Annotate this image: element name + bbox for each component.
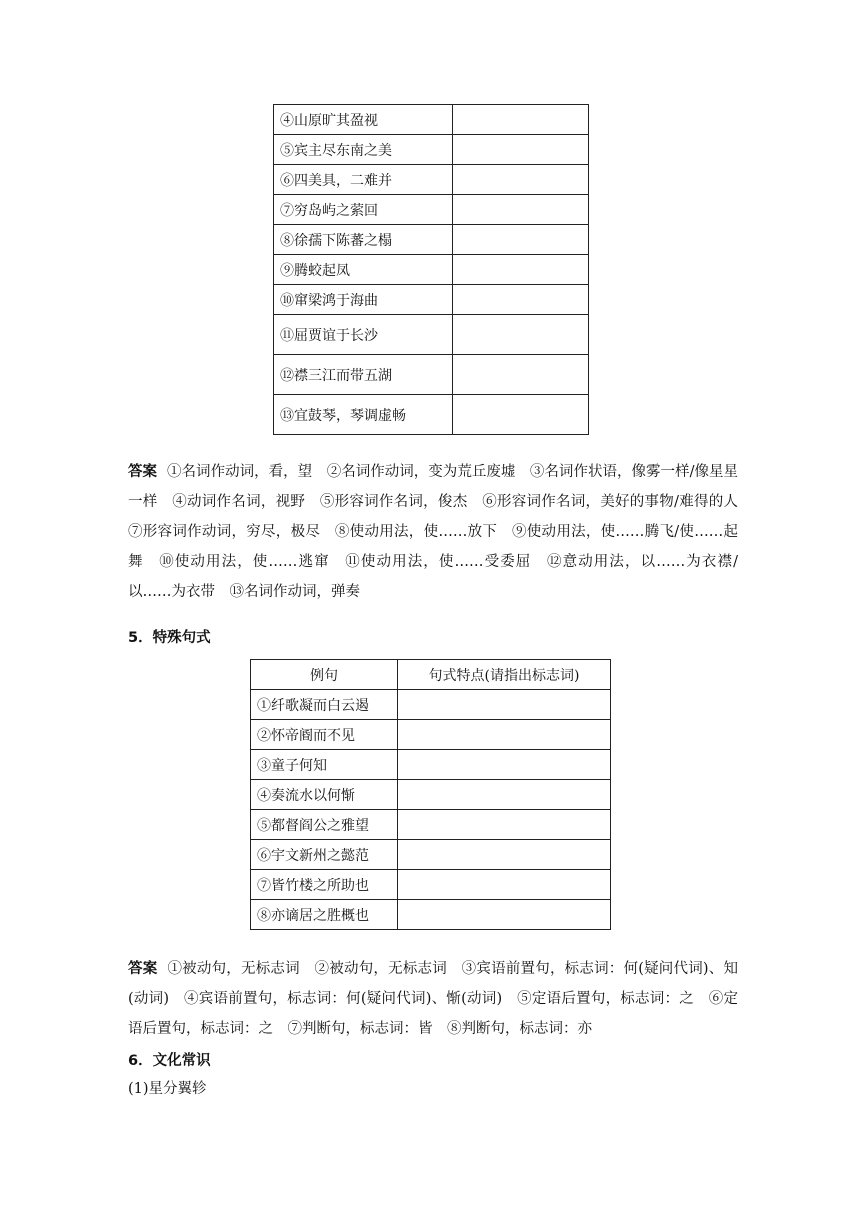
answer-text: ①被动句，无标志词 ②被动句，无标志词 ③宾语前置句，标志词：何(疑问代词)、知(动词) ④宾语前置句，标志词：何(疑问代词)、惭(动词) ⑤定语后置句，标志词：之 ⑥定语后置句，标志词：之 ⑦判断句，标志词：皆 ⑧判断句，标志词：亦 [128,961,739,1037]
answer-cell [398,870,611,900]
example-cell: ①纤歌凝而白云遏 [251,690,398,720]
table-header-row [251,660,611,690]
answer-cell [453,165,589,195]
example-cell: ⑥四美具，二难并 [274,165,453,195]
word-usage-table [273,104,589,435]
table-row [251,780,611,810]
answer-cell [453,255,589,285]
table-row [274,255,589,285]
table-row [274,315,589,355]
answer-label: 答案 [128,961,158,977]
table-row [251,870,611,900]
example-cell: ⑤都督阎公之雅望 [251,810,398,840]
table-row [251,720,611,750]
answer-cell [453,395,589,435]
table-row [274,285,589,315]
example-cell: ⑦皆竹楼之所助也 [251,870,398,900]
example-cell: ⑨腾蛟起凤 [274,255,453,285]
table-row [274,395,589,435]
table-row [274,195,589,225]
answer-cell [453,225,589,255]
column-header-feature: 句式特点(请指出标志词) [398,660,611,690]
table-row [274,355,589,395]
answer-cell [398,840,611,870]
answer-paragraph-1 [128,457,753,607]
answer-label: 答案 [128,464,158,480]
culture-item-1: (1)星分翼轸 [128,1081,207,1097]
section-heading-5: 5．特殊句式 [128,630,211,646]
table-row [251,900,611,930]
example-cell: ④山原旷其盈视 [274,105,453,135]
answer-cell [453,355,589,395]
example-cell: ⑪屈贾谊于长沙 [274,315,453,355]
answer-cell [453,195,589,225]
example-cell: ③童子何知 [251,750,398,780]
answer-cell [398,900,611,930]
example-cell: ⑫襟三江而带五湖 [274,355,453,395]
table-row [251,810,611,840]
answer-cell [398,810,611,840]
answer-cell [398,720,611,750]
answer-text: ①名词作动词，看，望 ②名词作动词，变为荒丘废墟 ③名词作状语，像雾一样/像星星一样 ④动词作名词，视野 ⑤形容词作名词，俊杰 ⑥形容词作名词，美好的事物/难得的人 ⑦形容词作动词，穷尽，极尽 ⑧使动用法，使……放下 ⑨使动用法，使……腾飞/使……起舞 ⑩使动用法，使……逃窜 ⑪使动用法，使……受委屈 ⑫意动用法，以……为衣襟/以……为衣带 ⑬名词作动词，弹奏 [128,464,753,600]
table-row [274,165,589,195]
example-cell: ⑧亦谪居之胜概也 [251,900,398,930]
section-heading-6: 6．文化常识 [128,1053,211,1069]
table-row [274,225,589,255]
example-cell: ②怀帝阍而不见 [251,720,398,750]
answer-cell [398,690,611,720]
example-cell: ⑩窜梁鸿于海曲 [274,285,453,315]
example-cell: ⑬宜鼓琴，琴调虚畅 [274,395,453,435]
answer-paragraph-2 [128,954,738,1044]
table-row [274,135,589,165]
table-row [251,750,611,780]
table-row [251,690,611,720]
answer-cell [398,750,611,780]
example-cell: ⑤宾主尽东南之美 [274,135,453,165]
example-cell: ④奏流水以何惭 [251,780,398,810]
column-header-example: 例句 [251,660,398,690]
answer-cell [453,105,589,135]
sentence-pattern-table [250,659,611,930]
example-cell: ⑦穷岛屿之萦回 [274,195,453,225]
example-cell: ⑥宇文新州之懿范 [251,840,398,870]
example-cell: ⑧徐孺下陈蕃之榻 [274,225,453,255]
answer-cell [398,780,611,810]
answer-cell [453,315,589,355]
table-row [274,105,589,135]
answer-cell [453,135,589,165]
answer-cell [453,285,589,315]
table-row [251,840,611,870]
